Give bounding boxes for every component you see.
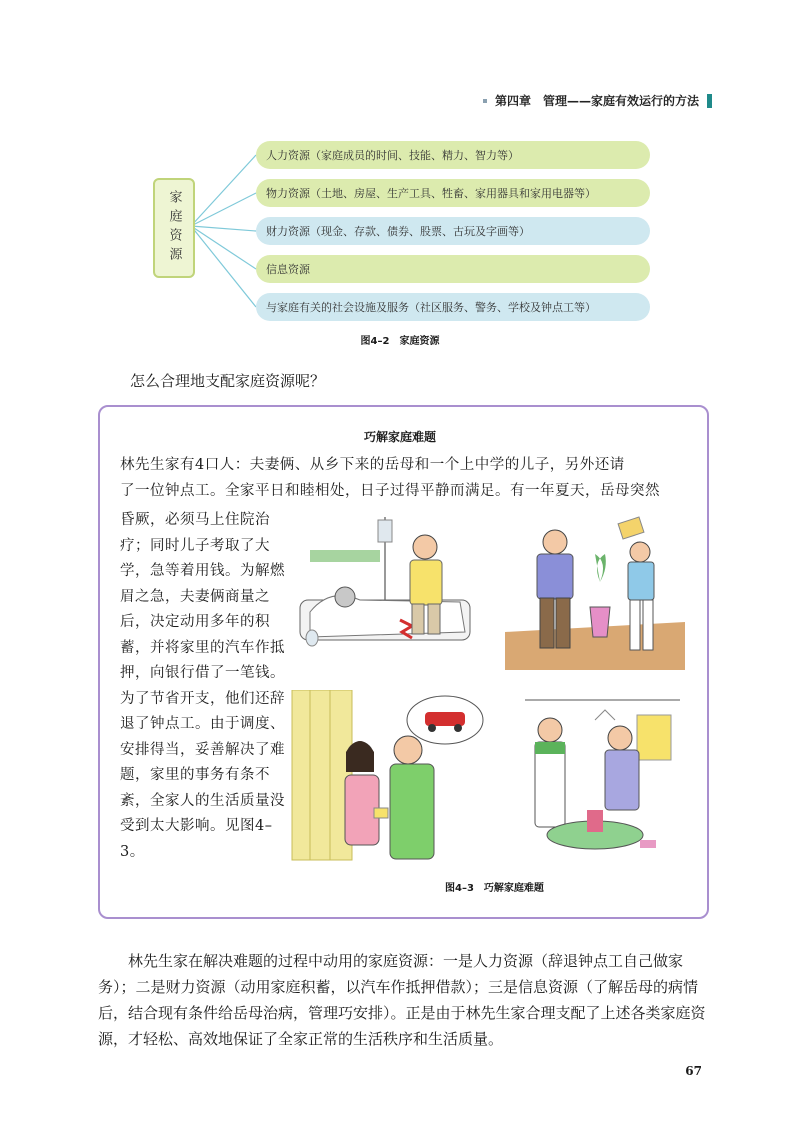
mortgage-car-illustration (290, 690, 500, 870)
story-column-text: 昏厥，必须马上住院治疗；同时儿子考取了大学，急等着用钱。为解燃眉之急，夫妻俩商量之后，决定动用多年的积蓄，并将家里的汽车作抵押，向银行借了一笔钱。为了节省开支，他们还辞退了钟点工。由于调度、安排得当，妥善解决了难题，家里的事务有条不紊，全家人的生活质量没受到太大影响。见图4–3。 (120, 512, 285, 860)
story-line-2: 了一位钟点工。全家平日和睦相处，日子过得平静而满足。有一年夏天，岳母突然 (120, 483, 660, 499)
page-number: 67 (685, 1064, 702, 1078)
mindmap-center-node (153, 178, 195, 278)
figure-caption-4-2: 图4–2 家庭资源 (360, 336, 440, 347)
conclusion-paragraph: 林先生家在解决难题的过程中动用的家庭资源：一是人力资源（辞退钟点工自己做家务）；二是财力资源（动用家庭积蓄，以汽车作抵押借款）；三是信息资源（了解岳母的病情后，结合现有条件给岳母治病，管理巧安排）。正是由于林先生家合理支配了上述各类家庭资源，才轻松、高效地保证了全家正常的生活秩序和生活质量。 (98, 952, 706, 1048)
branch-human-resources: 人力资源（家庭成员的时间、技能、精力、智力等） (256, 141, 650, 169)
mindmap-connectors (0, 0, 800, 340)
branch-information-resources: 信息资源 (256, 255, 650, 283)
mindmap-center-label: 家庭资源 (166, 190, 182, 266)
housework-illustration (515, 690, 685, 870)
question-text: 怎么合理地支配家庭资源呢？ (130, 372, 326, 390)
chapter-title: 第四章 管理——家庭有效运行的方法 (494, 94, 699, 108)
story-title: 巧解家庭难题 (363, 430, 436, 444)
branch-social-resources: 与家庭有关的社会设施及服务（社区服务、警务、学校及钟点工等） (256, 293, 650, 321)
son-admission-illustration (505, 512, 685, 670)
branch-financial-resources: 财力资源（现金、存款、债券、股票、古玩及字画等） (256, 217, 650, 245)
hospital-illustration (290, 512, 500, 670)
branch-material-resources: 物力资源（土地、房屋、生产工具、牲畜、家用器具和家用电器等） (256, 179, 650, 207)
story-line-1: 林先生家有4口人：夫妻俩、从乡下来的岳母和一个上中学的儿子，另外还请 (120, 457, 625, 473)
figure-caption-4-3: 图4–3 巧解家庭难题 (445, 883, 544, 894)
